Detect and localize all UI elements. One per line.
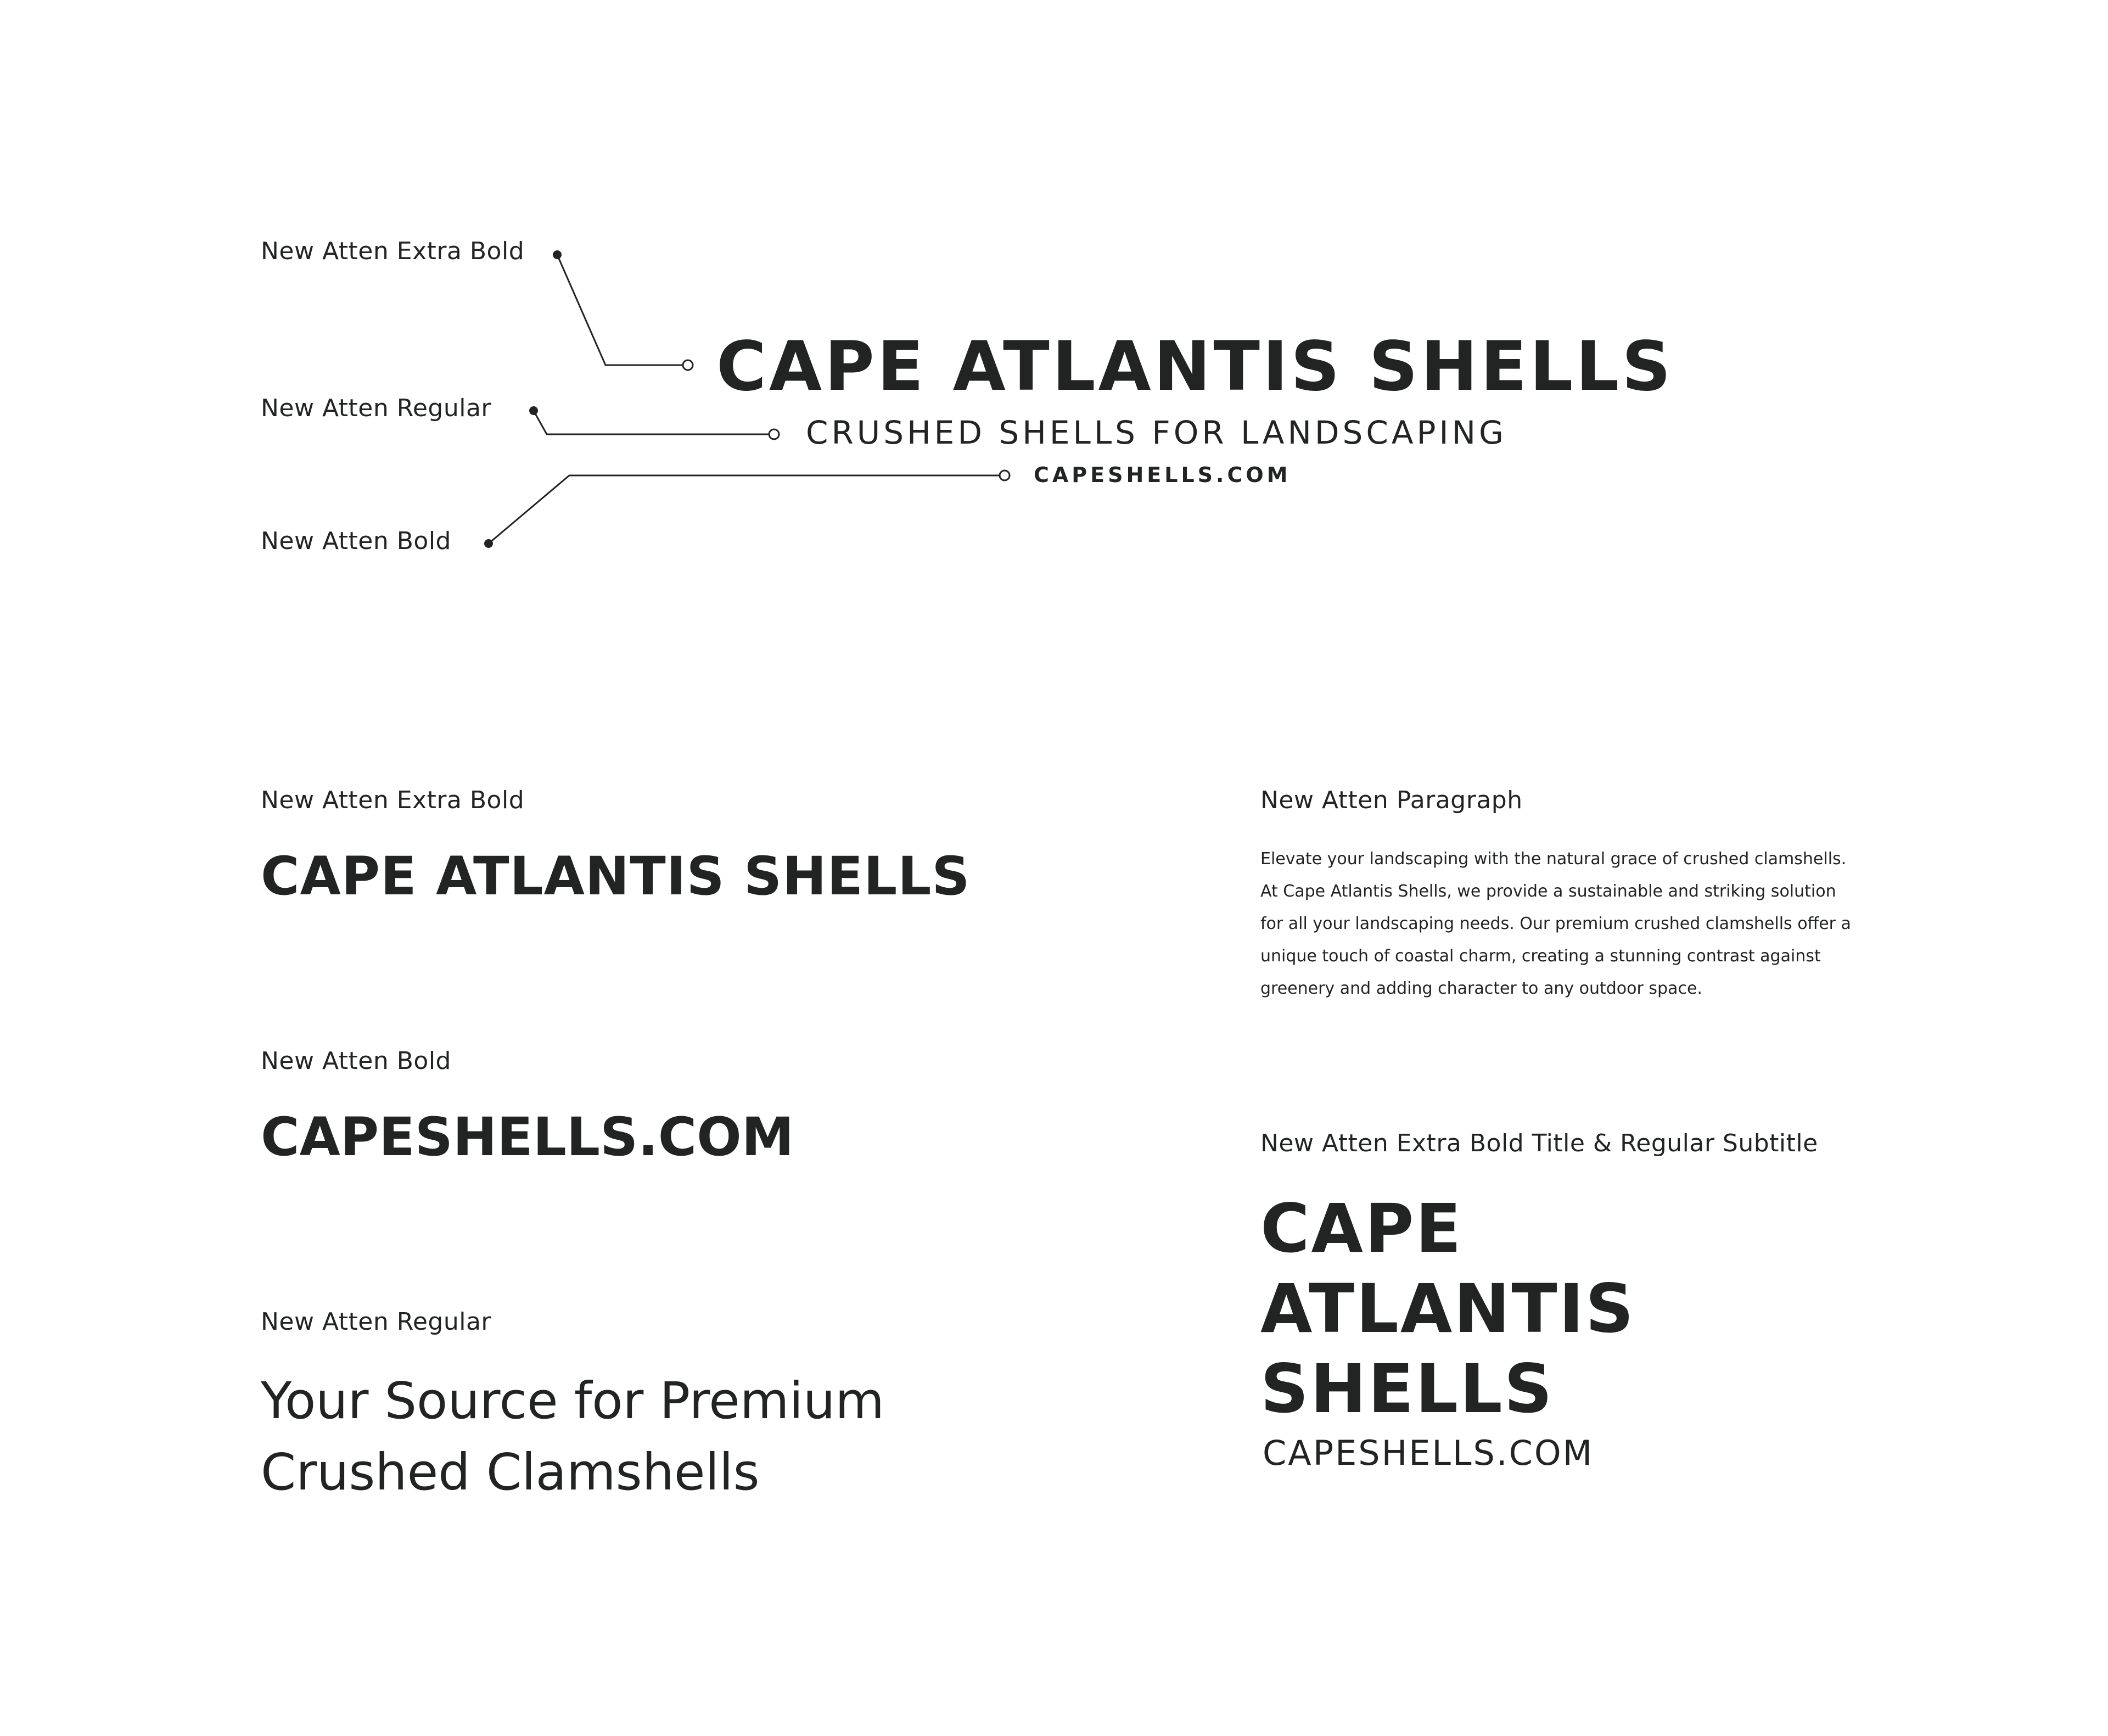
specimen-paragraph-text — [1260, 843, 1853, 1005]
specimen-bold-label: New Atten Bold — [261, 1047, 451, 1075]
specimen-stacked-title — [1260, 1189, 1635, 1429]
paragraph-line: unique touch of coastal charm, creating a stunning contrast against — [1260, 947, 1821, 966]
specimen-bold-sample: CAPESHELLS.COM — [261, 1106, 794, 1168]
specimen-regular-label: New Atten Regular — [261, 1308, 491, 1336]
leader-bold — [484, 471, 1010, 548]
specimen-paragraph-label: New Atten Paragraph — [1260, 786, 1523, 814]
callout-label-extra-bold: New Atten Extra Bold — [261, 237, 525, 265]
paragraph-line: for all your landscaping needs. Our premium crushed clamshells offer a — [1260, 914, 1851, 933]
specimen-regular-line: Your Source for Premium — [261, 1371, 884, 1430]
lockup-url: CAPESHELLS.COM — [1034, 463, 1291, 487]
specimen-regular-line: Crushed Clamshells — [261, 1443, 760, 1502]
specimen-title-subtitle-label: New Atten Extra Bold Title & Regular Subtitle — [1260, 1129, 1818, 1157]
paragraph-line: Elevate your landscaping with the natural grace of crushed clamshells. — [1260, 849, 1847, 869]
stacked-title-line: SHELLS — [1260, 1350, 1554, 1428]
specimen-regular-sample — [261, 1365, 963, 1508]
callout-label-bold: New Atten Bold — [261, 527, 451, 555]
leader-extra-bold — [553, 250, 693, 370]
specimen-stacked-subtitle: CAPESHELLS.COM — [1263, 1433, 1594, 1473]
lockup-subtitle: CRUSHED SHELLS FOR LANDSCAPING — [806, 414, 1507, 451]
callout-label-regular: New Atten Regular — [261, 394, 491, 422]
stacked-title-line: ATLANTIS — [1260, 1270, 1635, 1348]
specimen-extra-bold-sample: CAPE ATLANTIS SHELLS — [261, 845, 971, 907]
leader-regular — [529, 406, 779, 439]
paragraph-line: greenery and adding character to any outdoor space. — [1260, 979, 1702, 998]
lockup-title: CAPE ATLANTIS SHELLS — [716, 327, 1674, 406]
paragraph-line: At Cape Atlantis Shells, we provide a sustainable and striking solution — [1260, 882, 1836, 901]
specimen-extra-bold-label: New Atten Extra Bold — [261, 786, 525, 814]
stacked-title-line: CAPE — [1260, 1190, 1463, 1268]
